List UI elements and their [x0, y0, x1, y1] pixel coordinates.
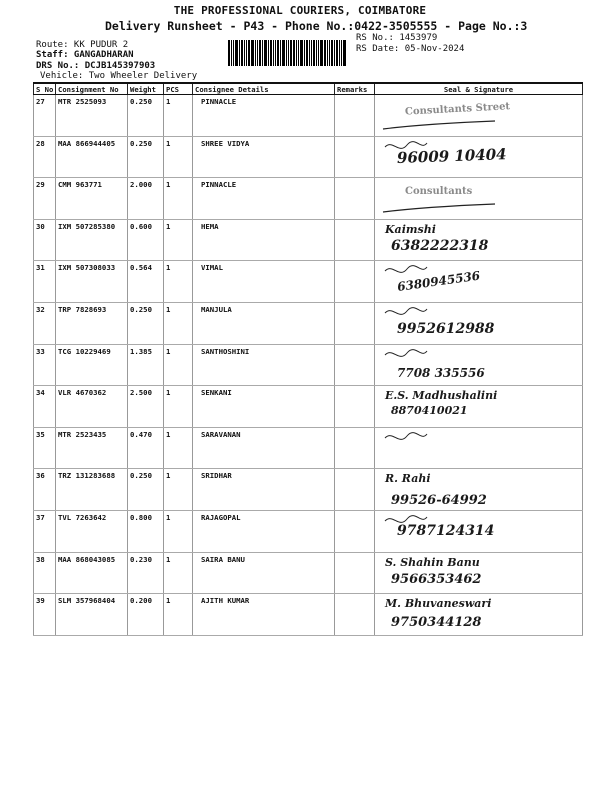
cell-signature	[375, 427, 583, 469]
signature-stroke	[385, 349, 427, 356]
cell-pcs: 1	[164, 261, 193, 303]
cell-sno: 29	[34, 178, 56, 220]
cell-remarks	[335, 95, 375, 137]
table-row	[34, 510, 583, 552]
col-consignment: Consignment No	[56, 83, 128, 95]
rs-number: RS No.: 1453979	[356, 33, 438, 43]
handwritten-signature	[375, 594, 583, 632]
handwritten-signature	[375, 553, 583, 591]
handwritten-signature	[375, 95, 583, 133]
cell-signature	[375, 552, 583, 594]
handwritten-signature	[375, 345, 583, 383]
barcode-bar	[244, 40, 245, 66]
signature-name: M. Bhuvaneswari	[385, 597, 492, 611]
cell-signature	[375, 302, 583, 344]
cell-consignment: MAA 868043085	[56, 552, 128, 594]
cell-sno: 34	[34, 386, 56, 428]
cell-sno: 30	[34, 219, 56, 261]
barcode-bar	[336, 40, 338, 66]
cell-consignment: MTR 2525093	[56, 95, 128, 137]
col-weight: Weight	[128, 83, 164, 95]
handwritten-signature	[375, 386, 583, 424]
cell-weight: 0.600	[128, 219, 164, 261]
cell-consignment: TCG 10229469	[56, 344, 128, 386]
runsheet-subtitle: Delivery Runsheet - P43 - Phone No.:0422-3505555 - Page No.:3	[105, 19, 528, 33]
barcode-bar	[248, 40, 250, 66]
cell-sno: 32	[34, 302, 56, 344]
table-row	[34, 594, 583, 636]
signature-phone: 8870410021	[391, 404, 468, 418]
barcode-bar	[277, 40, 279, 66]
barcode-bar	[339, 40, 340, 66]
barcode-bar	[309, 40, 310, 66]
barcode-bar	[282, 40, 285, 66]
table-row	[34, 302, 583, 344]
cell-pcs: 1	[164, 219, 193, 261]
cell-consignee: SENKANI	[193, 386, 335, 428]
signature-phone: 9952612988	[397, 320, 495, 337]
barcode-bar	[255, 40, 256, 66]
barcode-bar	[259, 40, 261, 66]
barcode-bar	[329, 40, 330, 66]
cell-consignee: MANJULA	[193, 302, 335, 344]
cell-consignment: SLM 357968404	[56, 594, 128, 636]
barcode-bar	[296, 40, 297, 66]
cell-sno: 35	[34, 427, 56, 469]
cell-consignee: SAIRA BANU	[193, 552, 335, 594]
handwritten-signature	[375, 137, 583, 175]
table-row	[34, 386, 583, 428]
cell-weight: 2.500	[128, 386, 164, 428]
cell-weight: 0.250	[128, 95, 164, 137]
barcode-bar	[262, 40, 263, 66]
cell-weight: 1.385	[128, 344, 164, 386]
barcode-bar	[343, 40, 346, 66]
cell-consignee: SRIDHAR	[193, 469, 335, 511]
vehicle-label: Vehicle: Two Wheeler Delivery	[40, 71, 198, 81]
barcode	[228, 40, 356, 66]
signature-phone: 9750344128	[391, 615, 482, 631]
signature-name: R. Rahi	[385, 472, 431, 486]
table-row	[34, 261, 583, 303]
runsheet-table-wrap	[33, 82, 582, 636]
barcode-bar	[233, 40, 234, 66]
cell-consignment: IXM 507285380	[56, 219, 128, 261]
table-header-row	[34, 83, 583, 95]
cell-weight: 0.200	[128, 594, 164, 636]
col-remarks: Remarks	[335, 83, 375, 95]
cell-consignment: CMM 963771	[56, 178, 128, 220]
table-row	[34, 427, 583, 469]
barcode-bar	[290, 40, 292, 66]
barcode-bar	[246, 40, 247, 66]
cell-weight: 0.470	[128, 427, 164, 469]
signature-stroke	[383, 121, 495, 129]
cell-sno: 33	[34, 344, 56, 386]
staff-label: Staff: GANGADHARAN	[36, 50, 134, 60]
cell-pcs: 1	[164, 344, 193, 386]
barcode-bar	[300, 40, 303, 66]
barcode-bar	[270, 40, 272, 66]
cell-pcs: 1	[164, 95, 193, 137]
cell-signature	[375, 136, 583, 178]
cell-sno: 28	[34, 136, 56, 178]
cell-pcs: 1	[164, 552, 193, 594]
cell-remarks	[335, 469, 375, 511]
barcode-bar	[235, 40, 238, 66]
table-row	[34, 136, 583, 178]
cell-remarks	[335, 552, 375, 594]
barcode-bar	[280, 40, 281, 66]
cell-sno: 37	[34, 510, 56, 552]
cell-consignment: MTR 2523435	[56, 427, 128, 469]
signature-stroke	[385, 266, 427, 273]
barcode-bar	[327, 40, 328, 66]
cell-pcs: 1	[164, 302, 193, 344]
table-row	[34, 469, 583, 511]
col-signature: Seal & Signature	[375, 83, 583, 95]
cell-pcs: 1	[164, 594, 193, 636]
cell-remarks	[335, 386, 375, 428]
barcode-bar	[306, 40, 308, 66]
barcode-bar	[313, 40, 315, 66]
cell-remarks	[335, 261, 375, 303]
barcode-bar	[324, 40, 326, 66]
col-sno: S No	[34, 83, 56, 95]
signature-phone: 6382222318	[391, 237, 489, 254]
seal-stamp: Consultants Street	[404, 101, 511, 118]
cell-sno: 38	[34, 552, 56, 594]
handwritten-signature	[375, 303, 583, 341]
drs-number: DRS No.: DCJB145397903	[36, 61, 156, 71]
barcode-bar	[273, 40, 274, 66]
cell-pcs: 1	[164, 427, 193, 469]
barcode-bar	[331, 40, 333, 66]
barcode-bar	[228, 40, 230, 66]
barcode-bar	[311, 40, 312, 66]
signature-phone: 9566353462	[391, 571, 482, 587]
cell-consignee: PINNACLE	[193, 178, 335, 220]
handwritten-signature	[375, 469, 583, 507]
col-consignee: Consignee Details	[193, 83, 335, 95]
signature-phone: 6380945536	[396, 268, 481, 295]
seal-stamp: Consultants	[405, 186, 473, 198]
signature-name: E.S. Madhushalini	[385, 389, 498, 403]
cell-remarks	[335, 427, 375, 469]
signature-phone: 9787124314	[397, 522, 495, 539]
cell-weight: 0.250	[128, 469, 164, 511]
barcode-bar	[268, 40, 269, 66]
cell-consignment: TRZ 131283688	[56, 469, 128, 511]
signature-stroke	[383, 204, 495, 212]
table-row	[34, 344, 583, 386]
cell-signature	[375, 510, 583, 552]
cell-consignee: AJITH KUMAR	[193, 594, 335, 636]
cell-remarks	[335, 594, 375, 636]
handwritten-signature	[375, 178, 583, 216]
cell-signature	[375, 344, 583, 386]
rs-info	[356, 33, 464, 55]
cell-sno: 39	[34, 594, 56, 636]
cell-weight: 0.564	[128, 261, 164, 303]
barcode-bar	[298, 40, 299, 66]
rs-date: RS Date: 05-Nov-2024	[356, 44, 465, 54]
col-pcs: PCS	[164, 83, 193, 95]
cell-signature	[375, 386, 583, 428]
signature-name: Kaimshi	[385, 222, 436, 236]
cell-remarks	[335, 136, 375, 178]
barcode-bar	[341, 40, 342, 66]
signature-phone: 96009 10404	[396, 144, 507, 167]
cell-consignee: SANTHOSHINI	[193, 344, 335, 386]
cell-signature	[375, 219, 583, 261]
handwritten-signature	[375, 511, 583, 549]
signature-name: S. Shahin Banu	[385, 555, 480, 569]
table-row	[34, 95, 583, 137]
cell-sno: 31	[34, 261, 56, 303]
cell-remarks	[335, 219, 375, 261]
barcode-bar	[264, 40, 267, 66]
route-label: Route: KK PUDUR 2	[36, 40, 129, 50]
cell-pcs: 1	[164, 469, 193, 511]
cell-pcs: 1	[164, 136, 193, 178]
cell-consignee: RAJAGOPAL	[193, 510, 335, 552]
cell-signature	[375, 261, 583, 303]
cell-consignee: SHREE VIDYA	[193, 136, 335, 178]
barcode-bar	[241, 40, 243, 66]
signature-stroke	[385, 308, 427, 315]
cell-remarks	[335, 344, 375, 386]
cell-consignment: TVL 7263642	[56, 510, 128, 552]
barcode-bar	[316, 40, 317, 66]
signature-stroke	[385, 516, 427, 523]
cell-signature	[375, 594, 583, 636]
cell-signature	[375, 95, 583, 137]
barcode-bar	[275, 40, 276, 66]
cell-sno: 36	[34, 469, 56, 511]
barcode-bar	[320, 40, 323, 66]
barcode-bar	[304, 40, 305, 66]
signature-stroke	[385, 432, 427, 439]
barcode-bar	[293, 40, 295, 66]
barcode-bar	[288, 40, 289, 66]
cell-remarks	[335, 510, 375, 552]
cell-remarks	[335, 178, 375, 220]
cell-sno: 27	[34, 95, 56, 137]
cell-consignment: TRP 7828693	[56, 302, 128, 344]
barcode-bar	[334, 40, 335, 66]
cell-weight: 2.000	[128, 178, 164, 220]
cell-pcs: 1	[164, 386, 193, 428]
table-row	[34, 219, 583, 261]
cell-weight: 0.230	[128, 552, 164, 594]
table-row	[34, 178, 583, 220]
barcode-bar	[231, 40, 232, 66]
handwritten-signature	[375, 428, 583, 466]
signature-phone: 7708 335556	[397, 365, 485, 380]
company-title: THE PROFESSIONAL COURIERS, COIMBATORE	[173, 4, 427, 17]
barcode-bar	[239, 40, 240, 66]
cell-consignment: VLR 4670362	[56, 386, 128, 428]
barcode-bar	[251, 40, 254, 66]
barcode-bar	[257, 40, 258, 66]
cell-weight: 0.250	[128, 136, 164, 178]
cell-consignment: MAA 866944405	[56, 136, 128, 178]
handwritten-signature	[375, 261, 583, 299]
signature-phone: 99526-64992	[391, 493, 487, 508]
cell-consignee: PINNACLE	[193, 95, 335, 137]
barcode-bar	[286, 40, 287, 66]
cell-weight: 0.800	[128, 510, 164, 552]
cell-pcs: 1	[164, 510, 193, 552]
handwritten-signature	[375, 220, 583, 258]
cell-consignee: HEMA	[193, 219, 335, 261]
cell-signature	[375, 178, 583, 220]
table-row	[34, 552, 583, 594]
cell-weight: 0.250	[128, 302, 164, 344]
cell-pcs: 1	[164, 178, 193, 220]
cell-consignee: SARAVANAN	[193, 427, 335, 469]
barcode-bar	[318, 40, 319, 66]
cell-remarks	[335, 302, 375, 344]
cell-signature	[375, 469, 583, 511]
cell-consignment: IXM 507308033	[56, 261, 128, 303]
runsheet-table	[33, 82, 583, 636]
cell-consignee: VIMAL	[193, 261, 335, 303]
